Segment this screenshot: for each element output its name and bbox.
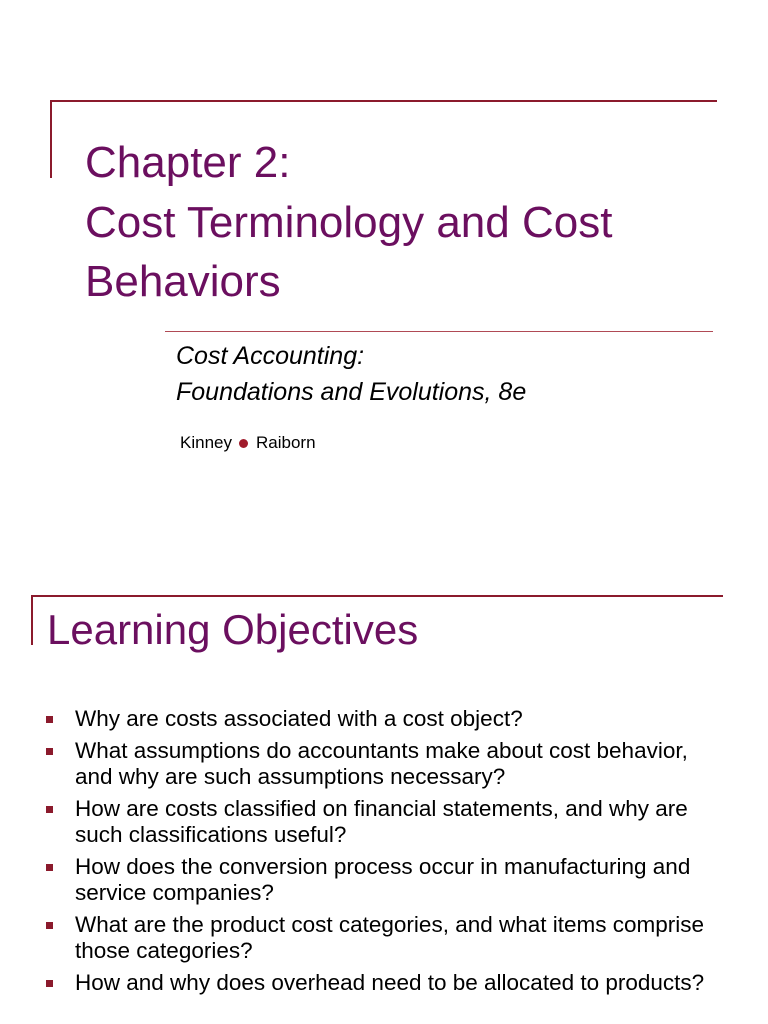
objective-text: How are costs classified on financial statements, and why are such classifications useful? xyxy=(75,796,688,847)
bullet-dot-icon xyxy=(239,439,248,448)
subtitle-divider xyxy=(165,331,713,332)
book-title-line: Cost Accounting: xyxy=(176,342,365,370)
authors xyxy=(180,433,316,453)
author-name: Kinney xyxy=(180,433,232,452)
list-item xyxy=(46,970,726,996)
list-item xyxy=(46,854,726,906)
frame-left-line xyxy=(31,595,33,645)
book-title-line: Foundations and Evolutions, 8e xyxy=(176,378,527,406)
slide-title-line: Chapter 2: xyxy=(85,138,291,187)
list-item xyxy=(46,796,726,848)
objective-text: What assumptions do accountants make about cost behavior, and why are such assumptions necessary? xyxy=(75,738,688,789)
square-bullet-icon xyxy=(46,980,53,987)
list-item xyxy=(46,912,726,964)
square-bullet-icon xyxy=(46,922,53,929)
frame-top-line xyxy=(31,595,723,597)
author-name: Raiborn xyxy=(255,433,316,452)
frame-top-line xyxy=(50,100,717,102)
slide-title: Learning Objectives xyxy=(47,606,419,653)
square-bullet-icon xyxy=(46,864,53,871)
square-bullet-icon xyxy=(46,748,53,755)
objective-text: What are the product cost categories, and what items comprise those categories? xyxy=(75,912,705,963)
frame-left-line xyxy=(50,100,52,178)
square-bullet-icon xyxy=(46,806,53,813)
list-item xyxy=(46,738,726,790)
objective-text: Why are costs associated with a cost object? xyxy=(75,706,523,731)
objective-text: How and why does overhead need to be allocated to products? xyxy=(75,970,705,995)
square-bullet-icon xyxy=(46,716,53,723)
learning-objectives-slide xyxy=(0,560,768,1024)
list-item xyxy=(46,706,726,732)
slide-title-line: Cost Terminology and Cost xyxy=(85,198,613,247)
objective-text: How does the conversion process occur in manufacturing and service companies? xyxy=(75,854,691,905)
objectives-list xyxy=(46,706,726,1002)
slide-title-line: Behaviors xyxy=(85,257,281,306)
